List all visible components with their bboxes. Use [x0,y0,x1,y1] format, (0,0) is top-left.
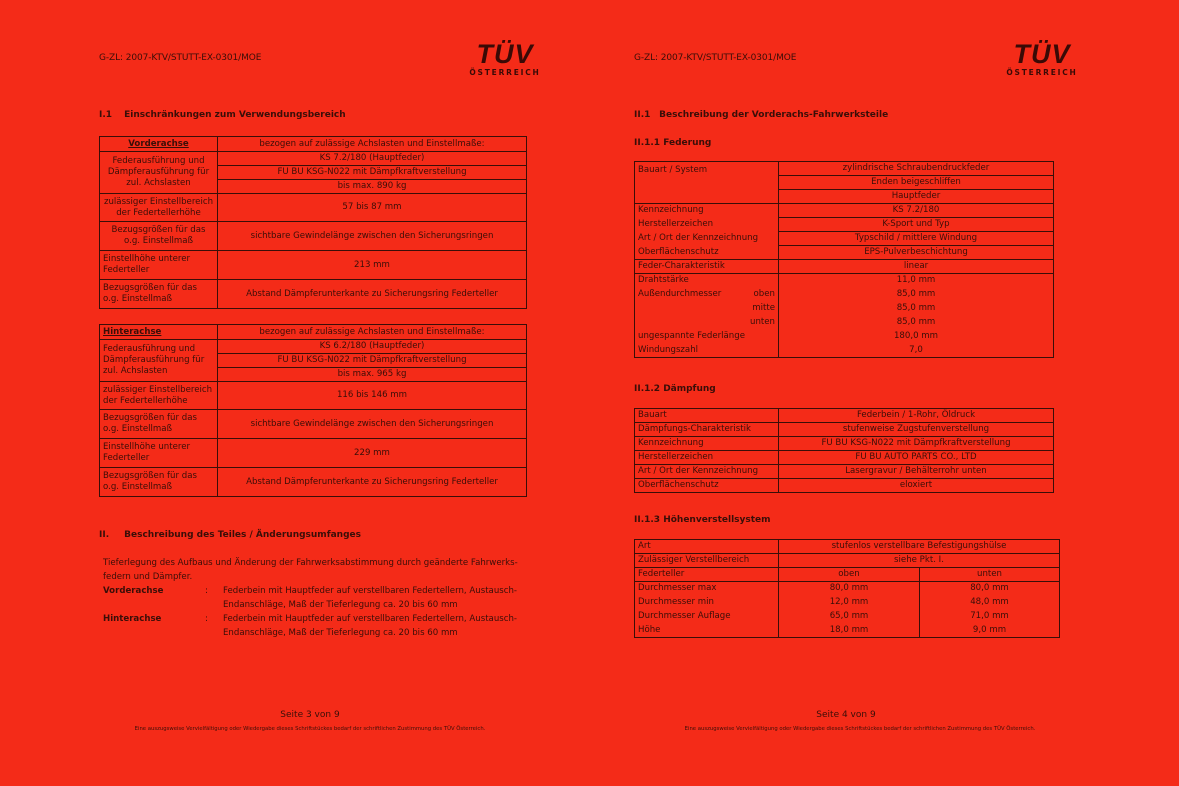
table-row-label: Kennzeichnung [635,437,779,451]
section-number: I.1 [99,110,113,120]
table-row-label: Durchmesser max [635,582,779,596]
section-title: Beschreibung des Teiles / Änderungsumfanges [124,530,361,540]
document-reference: G-ZL: 2007-KTV/STUTT-EX-0301/MOE [99,53,262,63]
table-row-label: Kennzeichnung [635,204,779,218]
section-number: II.1 [634,110,651,120]
table-row-label: Art [635,540,779,554]
spec-rear [103,612,543,640]
footer-note: Eine auszugsweise Vervielfältigung oder Wiedergabe dieses Schriftstückes bedarf der schriftlichen Zustimmung des TÜV Österreich. [684,726,1036,732]
section-heading [99,110,346,120]
table-cell: 116 bis 146 mm [218,382,527,410]
table-cell: bis max. 890 kg [218,180,527,194]
table-cell [779,582,920,596]
table-row-label: Durchmesser min [635,596,779,610]
table-cell [779,610,920,624]
table-col-header: unten [920,568,1060,582]
dim-unit: mm [992,611,1009,621]
table-row-label: Dämpfungs-Charakteristik [635,423,779,437]
spec-value [223,612,523,640]
table-cell: Abstand Dämpferunterkante zu Sicherungsring Federteller [218,280,527,309]
table-cell: sichtbare Gewindelänge zwischen den Sicherungsringen [218,410,527,439]
table-row-sublabel: mitte [737,302,779,316]
dim-value: 180,0 [893,331,919,341]
table-row-label: Oberflächenschutz [635,246,779,260]
document-reference: G-ZL: 2007-KTV/STUTT-EX-0301/MOE [634,53,797,63]
table-row-label: Federausführung und Dämpferausführung für zul. Achslasten [100,152,218,194]
tuev-logo-sub: ÖSTERREICH [469,68,541,77]
table-cell [779,288,1054,302]
table-row-label: Außendurchmesser [635,288,737,302]
table-cell: 229 mm [218,439,527,468]
intro-line: federn und Dämpfer. [103,572,193,582]
subsection-hoehen-title: II.1.3 Höhenverstellsystem [634,515,771,525]
tuev-logo-mark: TÜV [476,39,534,69]
table-header-label: Vorderachse [100,137,218,152]
page-number: Seite 4 von 9 [816,710,876,720]
dim-unit: mm [918,275,936,286]
dim-unit: mm [992,583,1009,594]
subsection-federung-title: II.1.1 Federung [634,138,712,148]
table-cell [779,316,1054,330]
table-row-label: zulässiger Einstellbereich der Federtellerhöhe [100,194,218,222]
spec-key: Hinterachse [103,614,162,624]
table-row-label: Drahtstärke [635,274,737,288]
table-cell: FU BU KSG-N022 mit Dämpfkraftverstellung [218,166,527,180]
table-cell: bis max. 965 kg [218,368,527,382]
table-cell: Enden beigeschliffen [779,176,1054,190]
dim-unit: mm [851,583,869,594]
table-cell: stufenweise Zugstufenverstellung [779,423,1054,437]
table-cell: eloxiert [779,479,1054,493]
dim-value: 80,0 [970,583,990,594]
table-cell [920,624,1060,638]
spec-line: Federbein mit Hauptfeder auf verstellbaren Federtellern, Austausch- [223,586,518,596]
spec-colon: : [205,586,208,596]
table-cell: stufenlos verstellbare Befestigungshülse [779,540,1060,554]
table-row-label [635,302,737,316]
table-row-label: ungespannte Federlänge [635,330,779,344]
table-row-label: zulässiger Einstellbereich der Federtellerhöhe [100,382,218,410]
dim-value: 80,0 [829,583,849,594]
section-heading [634,110,888,120]
dim-unit: mm [918,289,936,299]
table-cell: 57 bis 87 mm [218,194,527,222]
table-cell: 213 mm [218,251,527,280]
table-cell: 7,0 [779,344,1054,358]
intro-line: Tieferlegung des Aufbaus und Änderung der Fahrwerksabstimmung durch geänderte Fahrwerks- [103,558,518,568]
dim-unit: mm [918,317,936,327]
hoehen-table [634,539,1060,638]
table-cell: Abstand Dämpferunterkante zu Sicherungsring Federteller [218,468,527,497]
table-row-label: Art / Ort der Kennzeichnung [635,232,779,246]
spec-colon: : [205,614,208,624]
table-cell: FU BU AUTO PARTS CO., LTD [779,451,1054,465]
dim-value: 71,0 [970,611,990,621]
dim-value: 85,0 [896,317,916,327]
section-number: II. [99,530,110,540]
table-cell [779,330,1054,344]
table-cell: EPS-Pulverbeschichtung [779,246,1054,260]
table-row-label [635,316,737,330]
daempfung-table [634,408,1054,493]
table-row-label: Einstellhöhe unterer Federteller [100,439,218,468]
dim-unit: mm [851,597,869,607]
dim-value: 12,0 [829,597,849,607]
table-cell: zylindrische Schraubendruckfeder [779,162,1054,176]
table-cell [779,596,920,610]
table-cell: KS 7.2/180 [779,204,1054,218]
dim-value: 9,0 [972,624,987,635]
dim-value: 48,0 [970,597,990,607]
spec-line: Endanschläge, Maß der Tieferlegung ca. 20 bis 60 mm [223,600,458,610]
table-row-sublabel: oben [737,288,779,302]
table-row-label: Herstellerzeichen [635,218,779,232]
spec-value [223,584,523,612]
dim-value: 18,0 [829,624,849,635]
tuev-logo-mark: TÜV [1013,39,1071,69]
table-cell: FU BU KSG-N022 mit Dämpfkraftverstellung [779,437,1054,451]
footer-note: Eine auszugsweise Vervielfältigung oder Wiedergabe dieses Schriftstückes bedarf der schriftlichen Zustimmung des TÜV Österreich. [134,726,486,732]
table-row-label: Zulässiger Verstellbereich [635,554,779,568]
dim-unit: mm [992,597,1009,607]
table-cell [779,624,920,638]
table-header-value: bezogen auf zulässige Achslasten und Einstellmaße: [218,325,527,340]
table-row-label: Windungszahl [635,344,779,358]
table-row-label: Einstellhöhe unterer Federteller [100,251,218,280]
table-row-label: Durchmesser Auflage [635,610,779,624]
table-cell: Typschild / mittlere Windung [779,232,1054,246]
dim-value: 65,0 [829,611,849,621]
spec-line: Federbein mit Hauptfeder auf verstellbaren Federtellern, Austausch- [223,614,518,624]
table-row-sublabel [737,274,779,288]
spec-key: Vorderachse [103,586,164,596]
table-cell: FU BU KSG-N022 mit Dämpfkraftverstellung [218,354,527,368]
dim-unit: mm [921,331,939,341]
table-row-label: Oberflächenschutz [635,479,779,493]
subsection-daempfung-title: II.1.2 Dämpfung [634,384,716,394]
table-cell: siehe Pkt. I. [779,554,1060,568]
table-cell: K-Sport und Typ [779,218,1054,232]
table-row-label: Bezugsgrößen für das o.g. Einstellmaß [100,280,218,309]
dim-value: 11,0 [896,275,916,286]
table-cell [920,582,1060,596]
table-cell: Hauptfeder [779,190,1054,204]
table-cell [920,596,1060,610]
table-cell [920,610,1060,624]
dim-unit: mm [918,303,936,313]
table-row-label: Bezugsgrößen für das o.g. Einstellmaß [100,222,218,251]
dim-unit: mm [851,624,869,635]
table-row-label: Bezugsgrößen für das o.g. Einstellmaß [100,468,218,497]
table-cell: linear [779,260,1054,274]
spec-front [103,584,543,612]
table-row-label: Bauart [635,409,779,423]
dim-value: 85,0 [896,303,916,313]
page-4 [600,0,1179,786]
table-row-label: Höhe [635,624,779,638]
table-row-sublabel: unten [737,316,779,330]
federung-table [634,161,1054,358]
table-row-label: Bezugsgrößen für das o.g. Einstellmaß [100,410,218,439]
table-cell: KS 6.2/180 (Hauptfeder) [218,340,527,354]
table-cell [779,274,1054,288]
front-axle-table [99,136,527,309]
section-title: Beschreibung der Vorderachs-Fahrwerksteile [659,110,889,120]
tuev-logo-sub: ÖSTERREICH [1006,68,1078,77]
table-cell: Federbein / 1-Rohr, Öldruck [779,409,1054,423]
table-col-header: oben [779,568,920,582]
table-cell: KS 7.2/180 (Hauptfeder) [218,152,527,166]
table-cell: sichtbare Gewindelänge zwischen den Sicherungsringen [218,222,527,251]
dim-unit: mm [989,624,1007,635]
section-heading [99,530,361,540]
tuev-logo [1002,40,1082,77]
table-row-label: Bauart / System [635,162,779,204]
table-cell [779,302,1054,316]
table-row-label: Herstellerzeichen [635,451,779,465]
table-row-label: Federteller [635,568,779,582]
section-title: Einschränkungen zum Verwendungsbereich [124,110,346,120]
table-row-label: Art / Ort der Kennzeichnung [635,465,779,479]
dim-value: 85,0 [896,289,916,299]
table-cell: Lasergravur / Behälterrohr unten [779,465,1054,479]
table-header-label: Hinterachse [100,325,218,340]
rear-axle-table [99,324,527,497]
spec-line: Endanschläge, Maß der Tieferlegung ca. 20 bis 60 mm [223,628,458,638]
table-header-value: bezogen auf zulässige Achslasten und Einstellmaße: [218,137,527,152]
dim-unit: mm [851,611,869,621]
table-row-label: Feder-Charakteristik [635,260,779,274]
table-row-label: Federausführung und Dämpferausführung für zul. Achslasten [100,340,218,382]
page-number: Seite 3 von 9 [280,710,340,720]
intro-paragraph [103,556,533,584]
tuev-logo [465,40,545,77]
